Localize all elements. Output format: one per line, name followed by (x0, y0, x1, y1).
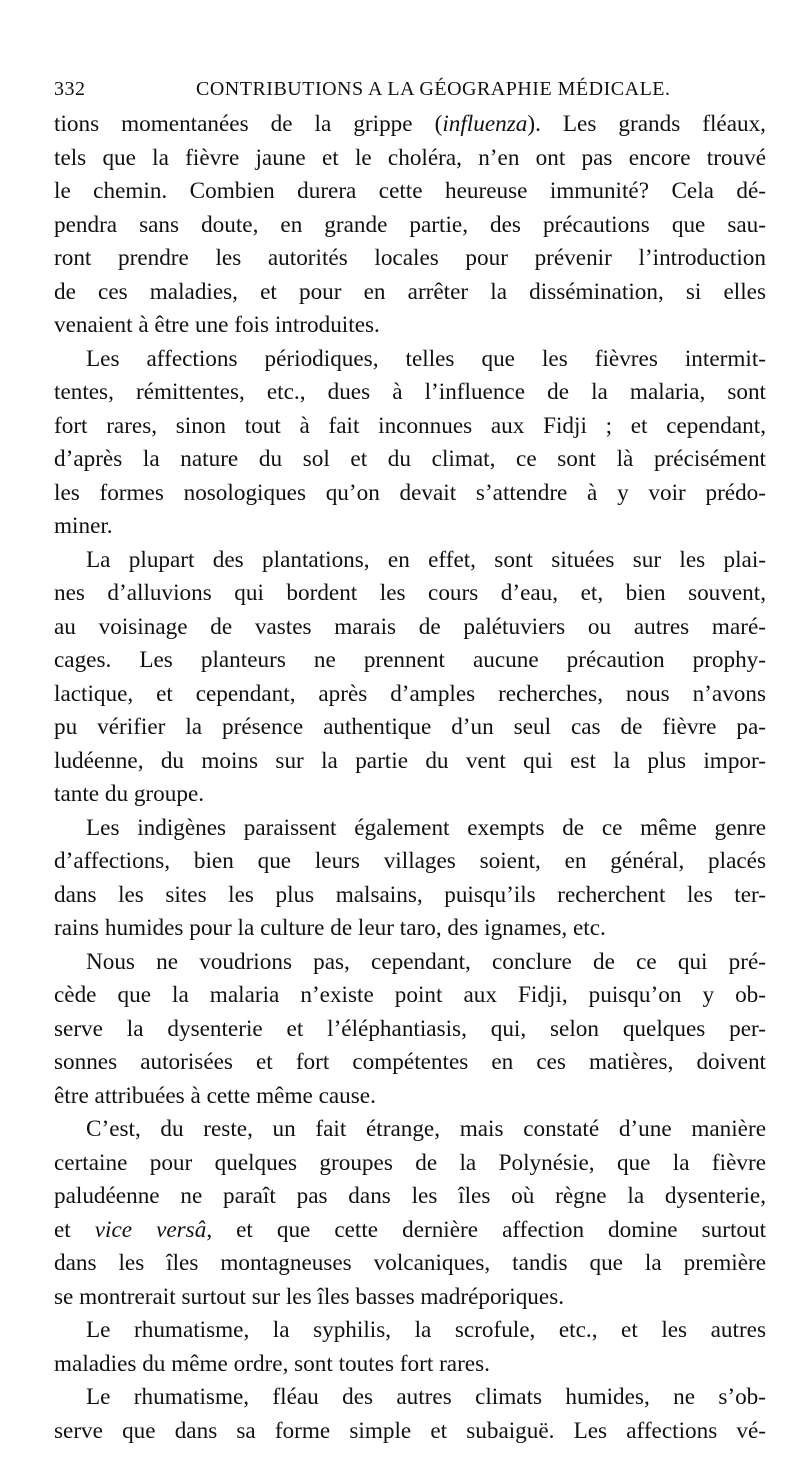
line-text: tels que la fièvre jaune et le choléra, n’en ont pas encore trouvé (54, 144, 766, 171)
text-line (54, 778, 766, 812)
line-text: d’affections, bien que leurs villages soient, en général, placés (54, 848, 766, 874)
line-text: Les affections périodiques, telles que les fièvres intermit- (86, 345, 766, 372)
page-number: 332 (54, 78, 86, 100)
text-line (54, 276, 766, 310)
line-text: pendra sans doute, en grande partie, des précautions que sau- (54, 211, 766, 238)
text-line (54, 309, 766, 343)
text-line (54, 376, 766, 410)
text-line (54, 912, 766, 946)
text-line (54, 477, 766, 511)
line-text: ). Les grands fléaux, (527, 111, 766, 137)
line-text: rains humides pour la culture de leur taro, des ignames, etc. (54, 915, 606, 941)
italic-text: influenza (442, 111, 528, 137)
line-text: ront prendre les autorités locales pour prévenir l’introduction (54, 245, 766, 271)
line-text: serve que dans sa forme simple et subaiguë. Les affections vé- (54, 1417, 766, 1444)
line-text: , et que cette dernière affection domine surtout (206, 1216, 766, 1243)
text-line (54, 209, 766, 243)
text-line (54, 175, 766, 209)
line-text: miner. (54, 513, 113, 539)
line-text: Nous ne voudrions pas, cependant, conclure de ce qui pré- (86, 948, 766, 975)
line-text: Le rhumatisme, la syphilis, la scrofule, etc., et les autres (86, 1317, 766, 1343)
text-line (54, 745, 766, 779)
text-line (54, 1381, 766, 1415)
text-line (54, 242, 766, 276)
text-line (54, 1214, 766, 1248)
line-text: Le rhumatisme, fléau des autres climats humides, ne s’ob- (86, 1384, 766, 1410)
text-line (54, 1080, 766, 1114)
text-line (54, 611, 766, 645)
text-line (54, 1046, 766, 1080)
text-line (54, 979, 766, 1013)
text-line (54, 510, 766, 544)
text-line (54, 1281, 766, 1315)
running-title: CONTRIBUTIONS A LA GÉOGRAPHIE MÉDICALE. (196, 78, 671, 100)
text-line (54, 678, 766, 712)
text-line (54, 1180, 766, 1214)
text-line (54, 410, 766, 444)
line-text: fort rares, sinon tout à fait inconnues aux Fidji ; et cependant, (54, 412, 766, 439)
line-text: cages. Les planteurs ne prennent aucune précaution prophy- (54, 647, 766, 673)
text-line (54, 343, 766, 377)
text-line (54, 711, 766, 745)
text-line (54, 946, 766, 980)
line-text: ludéenne, du moins sur la partie du vent qui est la plus impor- (54, 747, 766, 774)
text-line (54, 1113, 766, 1147)
line-text: venaient à être une fois introduites. (54, 312, 380, 338)
text-line (54, 879, 766, 913)
text-line (54, 443, 766, 477)
line-text: maladies du même ordre, sont toutes fort rares. (54, 1350, 490, 1377)
text-line (54, 1348, 766, 1382)
line-text: lactique, et cependant, après d’amples recherches, nous n’avons (54, 680, 766, 707)
line-text: serve la dysenterie et l’éléphantiasis, qui, selon quelques per- (54, 1015, 766, 1042)
body-text (54, 108, 766, 1448)
line-text: dans les îles montagneuses volcaniques, tandis que la première (54, 1250, 766, 1276)
text-line (54, 812, 766, 846)
line-text: le chemin. Combien durera cette heureuse immunité? Cela dé- (54, 178, 766, 204)
text-line (54, 108, 766, 142)
line-text: tante du groupe. (54, 781, 205, 807)
text-line (54, 544, 766, 578)
line-text: nes d’alluvions qui bordent les cours d’eau, et, bien souvent, (54, 580, 766, 606)
text-line (54, 577, 766, 611)
line-text: dans les sites les plus malsains, puisqu’ils recherchent les ter- (54, 881, 766, 908)
line-text: être attribuées à cette même cause. (54, 1082, 376, 1109)
italic-text: vice versâ (94, 1216, 207, 1243)
text-line (54, 845, 766, 879)
line-text: d’après la nature du sol et du climat, ce sont là précisément (54, 446, 766, 472)
text-line (54, 1415, 766, 1449)
line-text: La plupart des plantations, en effet, sont situées sur les plai- (86, 546, 766, 573)
line-text: tentes, rémittentes, etc., dues à l’influence de la malaria, sont (54, 379, 766, 405)
line-text: Les indigènes paraissent également exempts de ce même genre (86, 814, 766, 841)
text-line (54, 1147, 766, 1181)
text-line (54, 1314, 766, 1348)
line-text: au voisinage de vastes marais de palétuviers ou autres maré- (54, 613, 766, 640)
line-text: se montrerait surtout sur les îles basses madréporiques. (54, 1283, 565, 1310)
line-text: pu vérifier la présence authentique d’un seul cas de fièvre pa- (54, 714, 766, 740)
line-text: et (54, 1216, 95, 1243)
text-line (54, 1247, 766, 1281)
line-text: de ces maladies, et pour en arrêter la dissémination, si elles (54, 278, 766, 305)
text-line (54, 1013, 766, 1047)
line-text: sonnes autorisées et fort compétentes en ces matières, doivent (54, 1049, 766, 1075)
line-text: tions momentanées de la grippe ( (54, 111, 443, 137)
line-text: les formes nosologiques qu’on devait s’attendre à y voir prédo- (54, 479, 766, 506)
line-text: cède que la malaria n’existe point aux Fidji, puisqu’on y ob- (54, 982, 766, 1008)
line-text: C’est, du reste, un fait étrange, mais constaté d’une manière (86, 1116, 766, 1142)
line-text: paludéenne ne paraît pas dans les îles où règne la dysenterie, (54, 1183, 766, 1209)
page-header (54, 78, 764, 108)
text-line (54, 142, 766, 176)
line-text: certaine pour quelques groupes de la Polynésie, que la fièvre (54, 1149, 766, 1176)
text-line (54, 644, 766, 678)
